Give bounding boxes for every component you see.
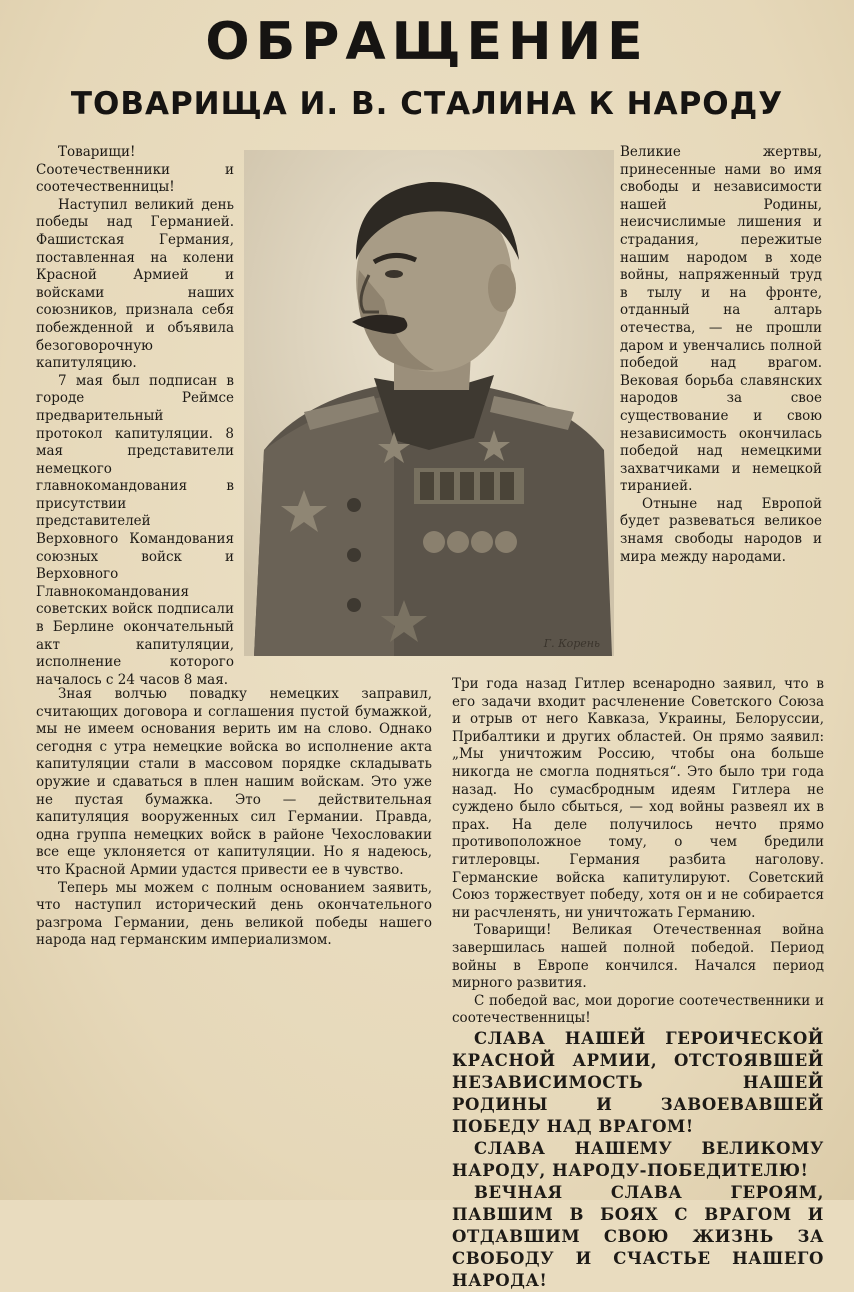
paragraph: С победой вас, мои дорогие соотечественники и соотечественницы! [452, 992, 824, 1027]
paragraph: Отныне над Европой будет развеваться великое знамя свободы народов и мира между народами. [620, 495, 822, 565]
text-column-left [36, 144, 234, 689]
paragraph: Великие жертвы, принесенные нами во имя свободы и независимости нашей Родины, неисчислимые лишения и страдания, пережитые нашим народом в ходе войны, напряженный труд в тылу и на фронте, отданный на алтарь отечества, — не прошли даром и увенчались полной победой над врагом. Вековая борьба славянских народов за свое существование и свою независимость окончилась победой над немецкими захватчиками и немецкой тиранией. [620, 144, 822, 495]
paragraph: Наступил великий день победы над Германией. Фашистская Германия, поставленная на колени Красной Армией и войсками наших союзников, признала себя побежденной и объявила безоговорочную капитуляцию. [36, 196, 234, 372]
text-column-bottom-right [452, 676, 824, 1292]
slogan: ВЕЧНАЯ СЛАВА ГЕРОЯМ, ПАВШИМ В БОЯХ С ВРАГОМ И ОТДАВШИМ СВОЮ ЖИЗНЬ ЗА СВОБОДУ И СЧАСТЬЕ НАШЕГО НАРОДА! [452, 1182, 824, 1290]
slogan: СЛАВА НАШЕМУ ВЕЛИКОМУ НАРОДУ, НАРОДУ-ПОБЕДИТЕЛЮ! [452, 1138, 824, 1180]
paragraph: Три года назад Гитлер всенародно заявил, что в его задачи входит расчленение Советского Союза и отрыв от него Кавказа, Украины, Белоруссии, Прибалтики и других областей. Он прямо заявил: „Мы уничтожим Россию, чтобы она больше никогда не смогла подняться“. Это было три года назад. Но сумасбродным идеям Гитлера не суждено было сбыться, — ход войны развеял их в прах. На деле получилось нечто прямо противоположное тому, о чем бредили гитлеровцы. Германия разбита наголову. Германские войска капитулируют. Советский Союз торжествует победу, хотя он и не собирается ни расчленять, ни уничтожать Германию. [452, 676, 824, 921]
paragraph: Теперь мы можем с полным основанием заявить, что наступил исторический день окончательного разгрома Германии, день великой победы нашего народа над германским империализмом. [36, 879, 432, 949]
page-title: ОБРАЩЕНИЕ [205, 12, 649, 72]
paragraph: 7 мая был подписан в городе Реймсе предварительный протокол капитуляции. 8 мая представители немецкого главнокомандования в присутствии представителей Верховного Командования союзных войск и Верховного Главнокомандования советских войск подписали в Берлине окончательный акт капитуляции, исполнение которого началось с 24 часов 8 мая. [36, 372, 234, 688]
portrait-image [244, 150, 614, 656]
text-column-bottom-left [36, 686, 432, 950]
artist-signature: Г. Корень [543, 637, 600, 650]
slogan: СЛАВА НАШЕЙ ГЕРОИЧЕСКОЙ КРАСНОЙ АРМИИ, ОТСТОЯВШЕЙ НЕЗАВИСИМОСТЬ НАШЕЙ РОДИНЫ И ЗАВОЕВАВШЕЙ ПОБЕДУ НАД ВРАГОМ! [452, 1028, 824, 1136]
paragraph: Зная волчью повадку немецких заправил, считающих договора и соглашения пустой бумажкой, мы не имеем основания верить им на слово. Однако сегодня с утра немецкие войска во исполнение акта капитуляции стали в массовом порядке складывать оружие и сдаваться в плен нашим войскам. Это уже не пустая бумажка. Это — действительная капитуляция вооруженных сил Германии. Правда, одна группа немецких войск в районе Чехословакии все еще уклоняется от капитуляции. Но я надеюсь, что Красной Армии удастся привести ее в чувство. [36, 686, 432, 878]
paragraph: Товарищи! Соотечественники и соотечественницы! [36, 144, 234, 196]
paragraph: Товарищи! Великая Отечественная война завершилась нашей полной победой. Период войны в Европе кончился. Начался период мирного развития. [452, 922, 824, 992]
portrait-drawing [244, 150, 614, 656]
page-subtitle: ТОВАРИЩА И. В. СТАЛИНА К НАРОДУ [70, 86, 784, 122]
text-column-right [620, 144, 822, 566]
